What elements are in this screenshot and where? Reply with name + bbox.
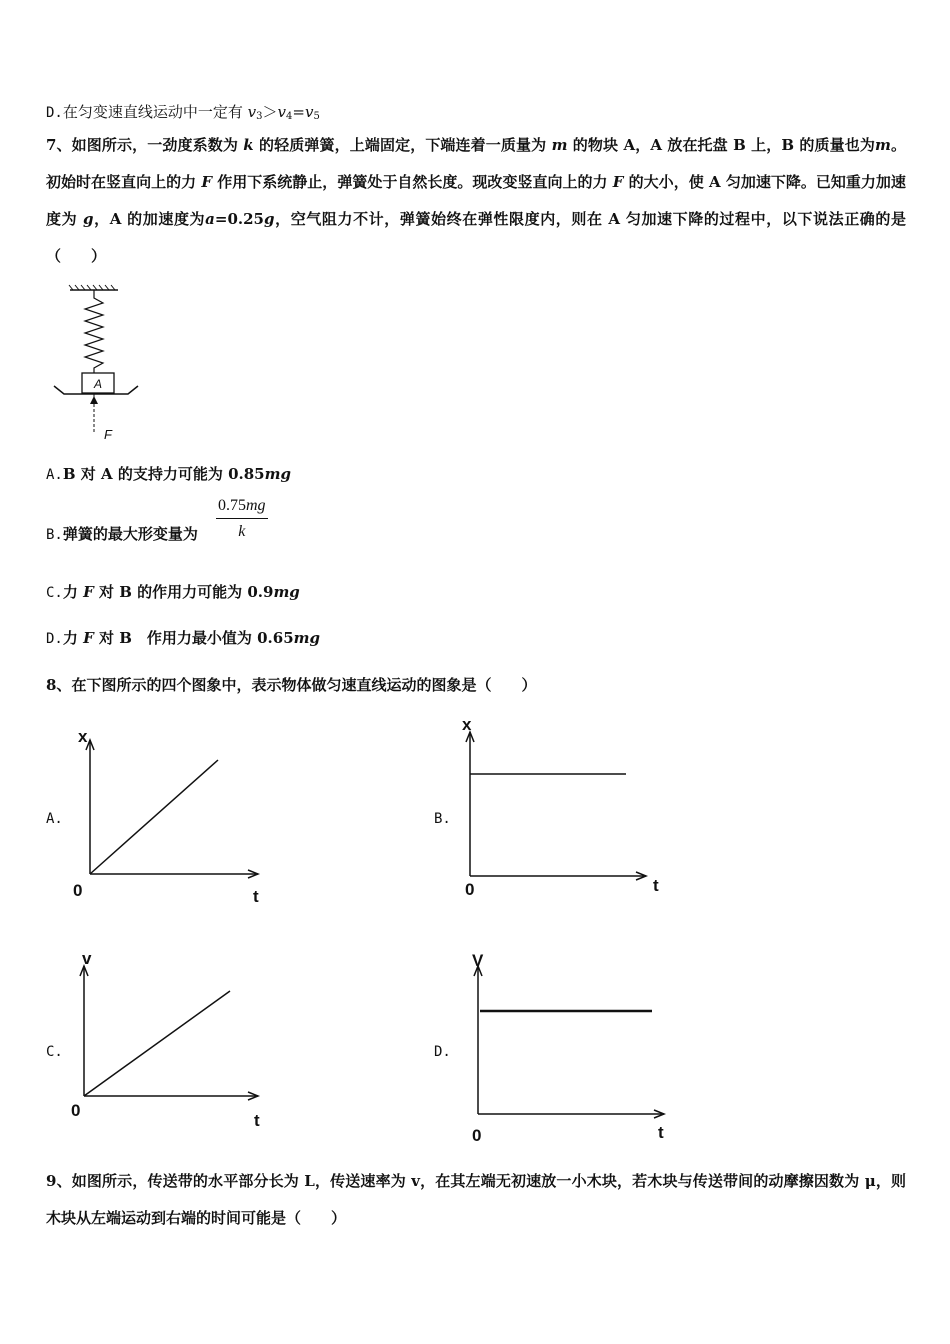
q7-option-c-pre: 力 [62, 583, 84, 601]
q7-option-d-pre: 力 [62, 629, 84, 647]
q8-graph-d-letter: D. [434, 1044, 451, 1060]
q8-graph-c [60, 944, 280, 1134]
origin-label: 0 [73, 881, 83, 900]
q6-v4: v [277, 103, 287, 121]
q7-f1: F [201, 173, 212, 191]
q9-stem [46, 1163, 906, 1237]
q6-op1: ＞ [262, 103, 278, 121]
q7-option-c-value: 0.9 [247, 583, 274, 601]
q7-option-a-unit: mg [264, 465, 291, 483]
q6-option-d-label: D. [46, 105, 63, 121]
q7-option-b [46, 524, 198, 545]
q7-g2: g [264, 210, 275, 228]
q7-option-a-value: 0.85 [228, 465, 265, 483]
q8-number: 8、 [46, 676, 72, 694]
q7-option-b-text: 弹簧的最大形变量为 [62, 525, 198, 543]
q7-option-c-label: C. [46, 585, 63, 601]
x-axis-label: t [254, 1111, 260, 1130]
q6-v5: v [304, 103, 314, 121]
q7-option-d-unit: mg [293, 629, 321, 647]
q7-option-a-label: A. [46, 467, 63, 483]
fraction-numerator-value: 0.75 [218, 497, 246, 514]
y-axis-label: x [78, 727, 88, 746]
q8-graph-b [448, 712, 678, 902]
q6-v3: v [247, 103, 257, 121]
y-axis-label: x [462, 715, 472, 734]
q6-op2: = [292, 103, 305, 121]
q6-v3-sub: 3 [256, 111, 263, 122]
q7-a: a [205, 210, 215, 228]
q7-option-d-force: F [83, 629, 94, 647]
block-a-label: A [93, 377, 103, 391]
origin-label: 0 [71, 1101, 81, 1120]
q8-graph-a-letter: A. [46, 811, 63, 827]
q8-graph-b-letter: B. [434, 811, 451, 827]
q7-text-3: 的物块 A，A 放在托盘 B 上，B 的质量也为 [572, 136, 875, 154]
q8-graph-c-letter: C. [46, 1044, 63, 1060]
q6-v4-sub: 4 [286, 111, 293, 122]
origin-label: 0 [465, 880, 475, 899]
q7-stem [46, 127, 906, 275]
fraction-denominator: k [238, 523, 246, 540]
q7-f2: F [612, 173, 624, 191]
force-arrow-head [90, 396, 98, 404]
q7-option-d-mid: 对 B 作用力最小值为 [93, 629, 258, 647]
x-axis-label: t [253, 887, 259, 906]
q7-text-5: 作用下系统静止，弹簧处于自然长度。现改变竖直向上的力 [217, 173, 608, 191]
q7-option-a-text: B 对 A 的支持力可能为 [62, 465, 229, 483]
q7-number: 7、 [46, 136, 72, 154]
y-axis-label: v [82, 949, 92, 968]
q6-v5-sub: 5 [313, 111, 320, 122]
q7-option-d [46, 628, 320, 649]
q6-option-d-text: 在匀变速直线运动中一定有 [62, 103, 243, 121]
q7-text-2: 的轻质弹簧，上端固定，下端连着一质量为 [259, 136, 547, 154]
force-label: F [104, 427, 112, 442]
q7-option-d-value: 0.65 [257, 629, 294, 647]
graph-line [84, 991, 230, 1096]
q7-m1: m [551, 136, 568, 154]
q8-text: 在下图所示的四个图象中，表示物体做匀速直线运动的图象是（ ） [71, 676, 537, 694]
q7-m2: m [874, 136, 891, 154]
q7-text-8: =0.25 [214, 210, 264, 228]
q9-text: 如图所示，传送带的水平部分长为 L，传送速率为 v，在其左端无初速放一小木块，若木块与传送带间的动摩擦因数为 μ，则木块从左端运动到右端的时间可能是（ ） [46, 1172, 906, 1227]
q7-option-b-label: B. [46, 527, 63, 543]
q9-number: 9、 [46, 1172, 72, 1190]
q7-g1: g [83, 210, 94, 228]
q8-graph-a [60, 726, 280, 912]
x-axis-label: t [653, 876, 659, 895]
q7-option-c-force: F [83, 583, 94, 601]
fraction-numerator [216, 497, 268, 519]
y-axis-label: V [472, 951, 484, 970]
q7-text-6: 的大小，使 A 匀加速下降。已知重力加速度为 [46, 173, 906, 228]
q7-text-7: ，A 的加速度为 [93, 210, 206, 228]
q7-spring-figure [46, 284, 146, 446]
q7-option-c-unit: mg [273, 583, 300, 601]
q7-option-d-label: D. [46, 631, 63, 647]
q7-option-b-fraction [216, 497, 268, 541]
fraction-numerator-unit: mg [246, 497, 266, 514]
origin-label: 0 [472, 1126, 482, 1145]
q8-graph-d [448, 944, 678, 1148]
q8-stem [46, 675, 536, 695]
q7-option-a [46, 464, 291, 485]
q7-text-4: 。初始时在竖直向上的力 [46, 136, 906, 191]
q6-option-d [46, 102, 320, 127]
x-axis-label: t [658, 1123, 664, 1142]
q7-option-c [46, 582, 300, 603]
q7-text-1: 如图所示，一劲度系数为 [71, 136, 238, 154]
q7-text-9: ，空气阻力不计，弹簧始终在弹性限度内，则在 A 匀加速下降的过程中，以下说法正确的是（ ） [46, 210, 906, 265]
graph-line [90, 760, 218, 874]
q7-option-c-mid: 对 B 的作用力可能为 [93, 583, 248, 601]
q7-k: k [243, 136, 254, 154]
spring [85, 290, 103, 373]
